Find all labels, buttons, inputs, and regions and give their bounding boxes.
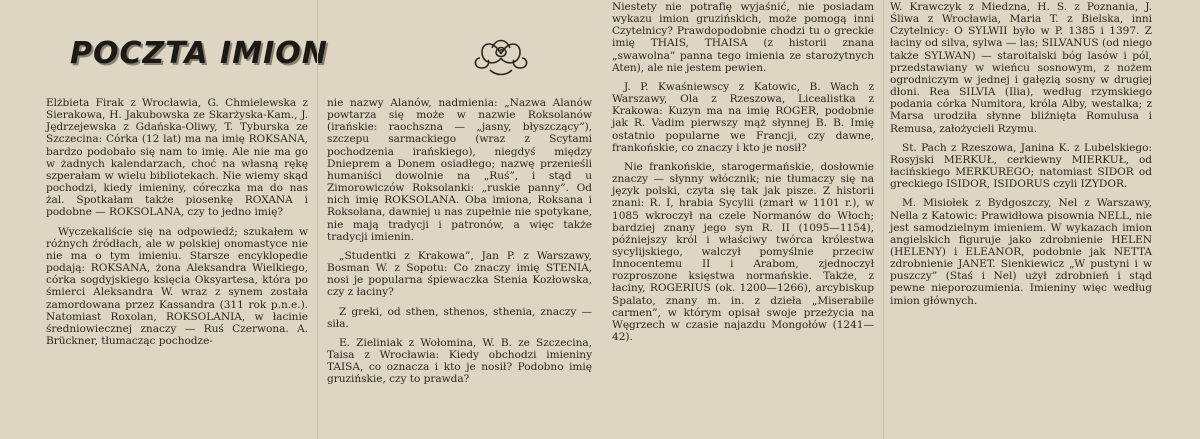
paragraph: „Studentki z Krakowa”, Jan P. z Warszawy, Bosman W. z Sopotu: Co znaczy imię STENIA, nosi je popularna śpiewaczka Stenia Kozłowska, czy z łaciny? [327,249,592,299]
paragraph: St. Pach z Rzeszowa, Janina K. z Lubelskiego: Rosyjski MERKUŁ, cerkiewny MIERKUŁ, od łacińskiego MERKUREGO; natomiast SIDOR od greckiego ISIDOR, ISIDORUS czyli IZYDOR. [890,141,1152,191]
page-title: POCZTA IMION [70,36,328,71]
paragraph: Wyczekaliście się na odpowiedź; szukałem w różnych źródłach, ale w polskiej onomastyce nie nie ma o tym imieniu. Starsze encyklopedie podają: ROKSANA, żona Aleksandra Wielkiego, córka sogdyjskiego księcia Oksyartesa, która po śmierci Aleksandra W. wraz z synem została zamordowana przez Kassandra (311 rok p.n.e.). Natomiast Roxolan, ROKSOLANIA, w łacinie średniowiecznej znaczy — Ruś Czerwona. A. Brückner, tłumacząc pochodze- [46,225,308,347]
column-divider [883,0,884,439]
paragraph: Nie frankońskie, starogermańskie, dosłownie znaczy — słynny włócznik; nie tłumaczy się na język polski, czyta się tak jak pisze. Z historii znani: R. I, hrabia Sycylii (zmarł w 1101 r.), w 1085 wkroczył na czele Normanów do Włoch; bardziej znany jego syn R. II (1095—1154), późniejszy król i właściwy twórca królestwa sycylijskiego, walczył pomyślnie przeciw Innocentemu II i Arabom, zjednoczył rozproszone księstwa normańskie. Także, z łaciny, ROGERIUS (ok. 1200—1266), arcybiskup Spalato, znany m. in. z dzieła „Miserabile carmen”, w którym opisał swoje przeżycia na Węgrzech w czasie najazdu Mongołów (1241—42). [612,160,874,344]
paragraph: nie nazwy Alanów, nadmienia: „Nazwa Alanów powtarza się może w nazwie Roksolanów (irańskie: raochszna — „jasny, błyszczący”), szczepu sarmackiego (wraz z Scytami pochodzenia irańskiego), niegdyś między Dnieprem a Donem osiadłego; nazwę przenieśli humaniści dowolnie na „Ruś”, i stąd u Zimorowiczów Roksolanki: „ruskie panny”. Od nich imię ROKSOLANA. Oba imiona, Roksana i Roksolana, dawniej u nas zupełnie nie spotykane, nie mają tradycji i patronów, a więc także tradycji imienin. [327,97,592,243]
paragraph: J. P. Kwaśniewscy z Katowic, B. Wach z Warszawy, Ola z Rzeszowa, Licealistka z Krakowa: Kuzyn ma na imię ROGER, podobnie jak R. Vadim pierwszy mąż słynnej B. B. Imię ostatnio popularne we Francji, czy dawne, frankońskie, co znaczy i kto je nosił? [612,80,874,154]
article-column-4 [890,1,1152,314]
article-column-2 [327,97,592,392]
paragraph: E. Zieliniak z Wołomina, W. B. ze Szczecina, Taisa z Wrocławia: Kiedy obchodzi imieniny TAISA, co oznacza i kto je nosił? Podobno imię gruzińskie, czy to prawda? [327,336,592,386]
rose-icon [470,30,532,78]
paragraph: W. Krawczyk z Miedzna, H. S. z Poznania, J. Śliwa z Wrocławia, Maria T. z Bielska, inni Czytelnicy: O SYLWII było w P. 1385 i 1397. Z łaciny od silva, sylwa — las; SILVANUS (od niego także SYLWAN) — staroitalski bóg lasów i pól, przedstawiany w wieńcu sosnowym, z nożem ogrodniczym w jednej i gałęzią sosny w drugiej dłoni. Rea SILVIA (Ilia), według rzymskiego podania córka Numitora, króla Alby, westalka; z Marsa urodziła słynne bliźnięta Romulusa i Remusa, założycieli Rzymu. [890,1,1152,135]
article-column-1 [46,97,308,354]
column-header [70,30,530,88]
column-divider [317,0,318,439]
paragraph: Niestety nie potrafię wyjaśnić, nie posiadam wykazu imion gruzińskich, może pomogą inni Czytelnicy? Prawdopodobnie chodzi tu o greckie imię THAIS, THAISA (z historii znana „swawolna” panna tego imienia ze starożytnych Aten), ale nie jestem pewien. [612,1,874,74]
article-column-3 [612,1,874,350]
paragraph: M. Misiołek z Bydgoszczy, Nel z Warszawy, Nella z Katowic: Prawidłowa pisownia NELL, nie jest samodzielnym imieniem. W wykazach imion angielskich figuruje jako zdrobnienie HELEN (HELENY) i ELEANOR, podobnie jak NETTA zdrobnienie JANET. Sienkiewicz „W pustyni i w puszczy” (Staś i Nel) użył zdrobnień i stąd pewne nieporozumienia. Imieniny więc według imion głównych. [890,197,1152,307]
paragraph: Z greki, od sthen, sthenos, sthenia, znaczy — siła. [327,305,592,330]
paragraph: Elżbieta Firak z Wrocławia, G. Chmielewska z Sierakowa, H. Jakubowska ze Skarżyska-Kam., J. Jędrzejewska z Gdańska-Oliwy, T. Tyburska ze Szczecina: Córka (12 lat) ma na imię ROKSANA, bardzo podobało się nam to imię. Ale nie ma go w żadnych kalendarzach, choć na własną rękę szperałam w wielu bibliotekach. Nie wiemy skąd pochodzi, kiedy imieniny, córeczka ma do nas żal. Spotkałam także piosenkę ROXANA i podobne — ROKSOLANA, czy to jedno imię? [46,97,308,219]
